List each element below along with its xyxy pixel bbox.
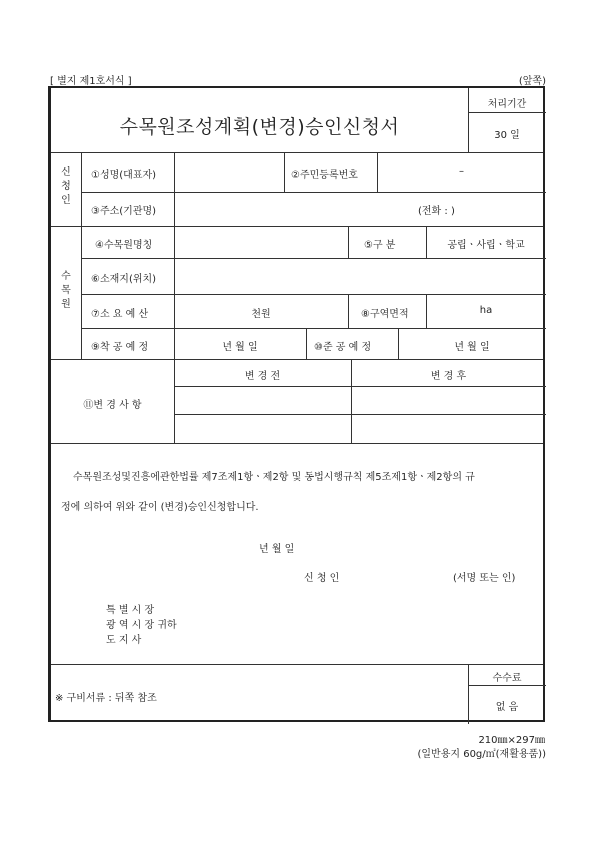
- processing-period-label: 처리기간: [487, 99, 527, 110]
- applicant-group-label: 신 청 인: [61, 167, 71, 206]
- application-date: 년 월 일: [259, 544, 295, 555]
- signature-note: (서명 또는 인): [453, 573, 516, 584]
- processing-period-value: 30 일: [494, 130, 520, 141]
- recipient-line-3: 도 지 사: [106, 635, 142, 646]
- area-unit: ha: [479, 305, 493, 316]
- start-date-value: 년 월 일: [222, 342, 258, 353]
- recipient-line-1: 특 별 시 장: [106, 605, 155, 616]
- area-label: ⑧구역면적: [361, 309, 409, 320]
- phone-field: (전화 : ): [418, 206, 455, 217]
- after-change-header: 변 경 후: [430, 371, 467, 382]
- address-label: ③주소(기관명): [91, 206, 157, 217]
- arboretum-group-label: 수 목 원: [61, 271, 71, 310]
- application-form: [48, 86, 545, 722]
- form-title: 수목원조성계획(변경)승인신청서: [119, 116, 400, 138]
- category-value: 공립ㆍ사립ㆍ학교: [447, 240, 525, 251]
- before-change-header: 변 경 전: [244, 371, 281, 382]
- completion-date-value: 년 월 일: [454, 342, 490, 353]
- changes-label: ⑪변 경 사 항: [83, 400, 142, 411]
- arboretum-name-label: ④수목원명칭: [95, 240, 153, 251]
- statement-line-2: 정에 의하여 위와 같이 (변경)승인신청합니다.: [61, 502, 259, 513]
- paper-spec: (일반용지 60g/㎡(재활용품)): [417, 749, 546, 760]
- budget-label: ⑦소 요 예 산: [91, 309, 149, 320]
- start-date-label: ⑨착 공 예 정: [91, 342, 149, 353]
- form-number: [ 별지 제1호서식 ]: [50, 76, 132, 87]
- location-label: ⑥소재지(위치): [91, 274, 157, 285]
- fee-value: 없 음: [495, 702, 519, 713]
- budget-unit: 천원: [251, 309, 271, 320]
- name-label: ①성명(대표자): [91, 170, 157, 181]
- applicant-signature-label: 신 청 인: [304, 573, 340, 584]
- required-documents-note: ※ 구비서류 : 뒤쪽 참조: [55, 693, 157, 704]
- statement-line-1: 수목원조성및진흥에관한법률 제7조제1항ㆍ제2항 및 동법시행규칙 제5조제1항ㆍ제2항의 규: [73, 472, 475, 483]
- page-side-label: (앞쪽): [518, 76, 546, 87]
- completion-date-label: ⑩준 공 예 정: [314, 342, 372, 353]
- resident-number-dash: –: [459, 166, 464, 177]
- paper-size: 210㎜×297㎜: [478, 735, 545, 746]
- fee-label: 수수료: [492, 673, 522, 684]
- resident-number-label: ②주민등록번호: [291, 170, 358, 181]
- category-label: ⑤구 분: [364, 240, 396, 251]
- recipient-line-2: 광 역 시 장 귀하: [106, 620, 177, 631]
